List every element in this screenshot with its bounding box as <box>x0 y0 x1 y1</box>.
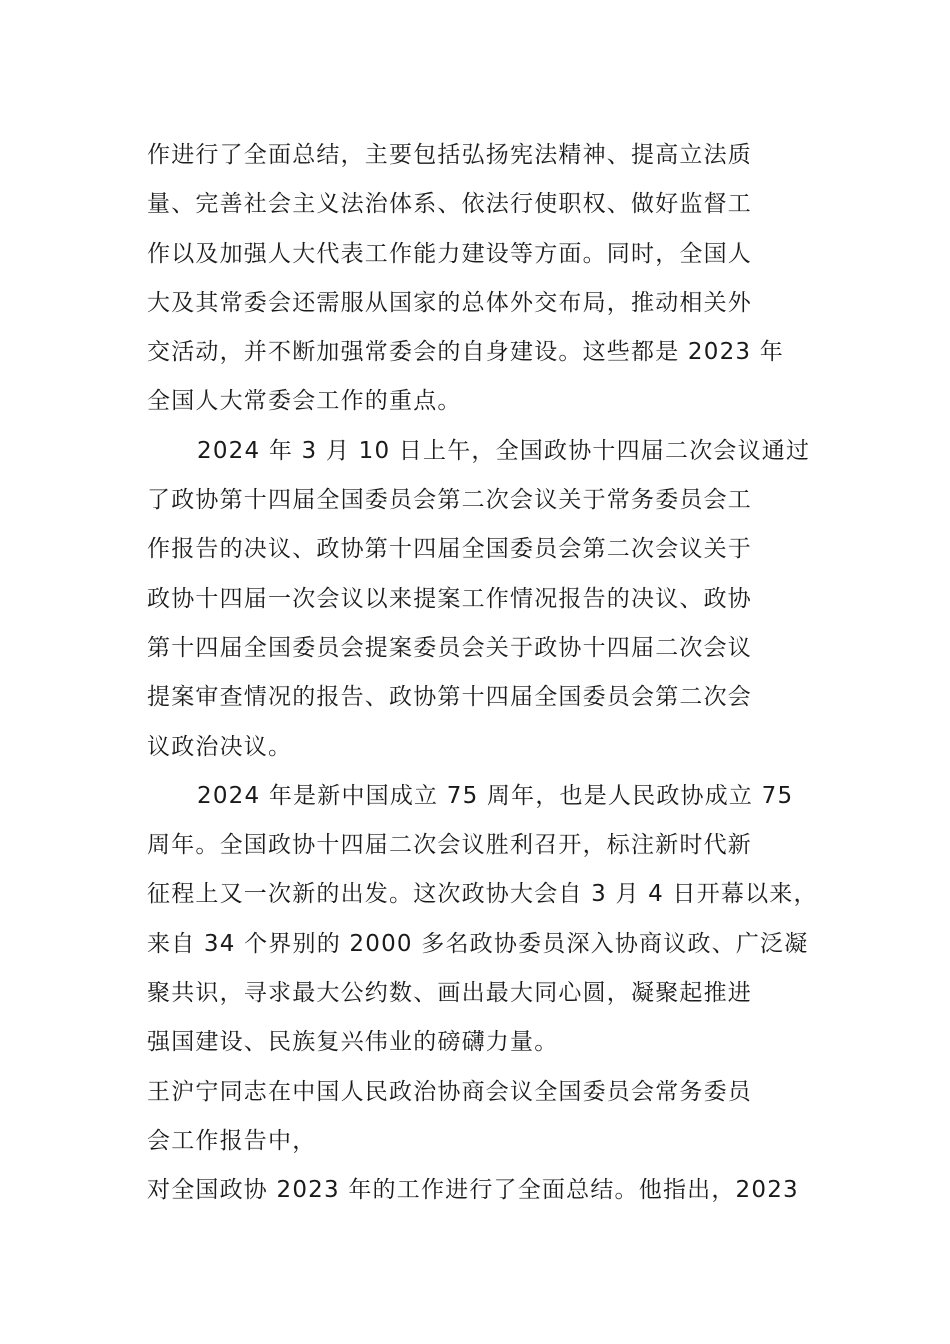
text-line: 来自 34 个界别的 2000 多名政协委员深入协商议政、广泛凝 <box>147 930 809 957</box>
text-line: 征程上又一次新的出发。这次政协大会自 3 月 4 日开幕以来， <box>147 881 818 908</box>
text-line: 议政治决议。 <box>147 733 293 760</box>
text-line: 作以及加强人大代表工作能力建设等方面。同时，全国人 <box>147 240 752 267</box>
text-line: 提案审查情况的报告、政协第十四届全国委员会第二次会 <box>147 684 752 711</box>
text-line: 对全国政协 2023 年的工作进行了全面总结。他指出，2023 <box>147 1177 799 1204</box>
text-line: 全国人大常委会工作的重点。 <box>147 388 462 415</box>
paragraph-work-report <box>147 1068 807 1167</box>
text-line: 交活动，并不断加强常委会的自身建设。这些都是 2023 年 <box>147 339 784 366</box>
paragraph-summary-2023 <box>147 1166 807 1215</box>
text-line: 作报告的决议、政协第十四届全国委员会第二次会议关于 <box>147 536 752 563</box>
text-line: 大及其常委会还需服从国家的总体外交布局，推动相关外 <box>147 289 752 316</box>
text-line: 2024 年是新中国成立 75 周年，也是人民政协成立 75 <box>197 782 794 809</box>
text-line: 政协十四届一次会议以来提案工作情况报告的决议、政协 <box>147 585 752 612</box>
paragraph-anniversary <box>147 772 818 1068</box>
paragraph-cppcc-resolutions <box>147 427 811 772</box>
text-line: 王沪宁同志在中国人民政治协商会议全国委员会常务委员 <box>147 1078 752 1105</box>
text-line: 周年。全国政协十四届二次会议胜利召开，标注新时代新 <box>147 832 752 859</box>
text-line: 作进行了全面总结，主要包括弘扬宪法精神、提高立法质 <box>147 142 752 168</box>
text-line: 强国建设、民族复兴伟业的磅礴力量。 <box>147 1029 559 1056</box>
text-line: 聚共识，寻求最大公约数、画出最大同心圆，凝聚起推进 <box>147 980 752 1007</box>
text-line: 2024 年 3 月 10 日上午，全国政协十四届二次会议通过 <box>197 437 811 464</box>
paragraph-npc-summary <box>147 131 807 427</box>
document-body <box>147 131 818 1216</box>
text-line: 第十四届全国委员会提案委员会关于政协十四届二次会议 <box>147 634 752 661</box>
text-line: 会工作报告中， <box>147 1127 317 1154</box>
text-line: 量、完善社会主义法治体系、依法行使职权、做好监督工 <box>147 191 752 218</box>
text-line: 了政协第十四届全国委员会第二次会议关于常务委员会工 <box>147 487 752 514</box>
